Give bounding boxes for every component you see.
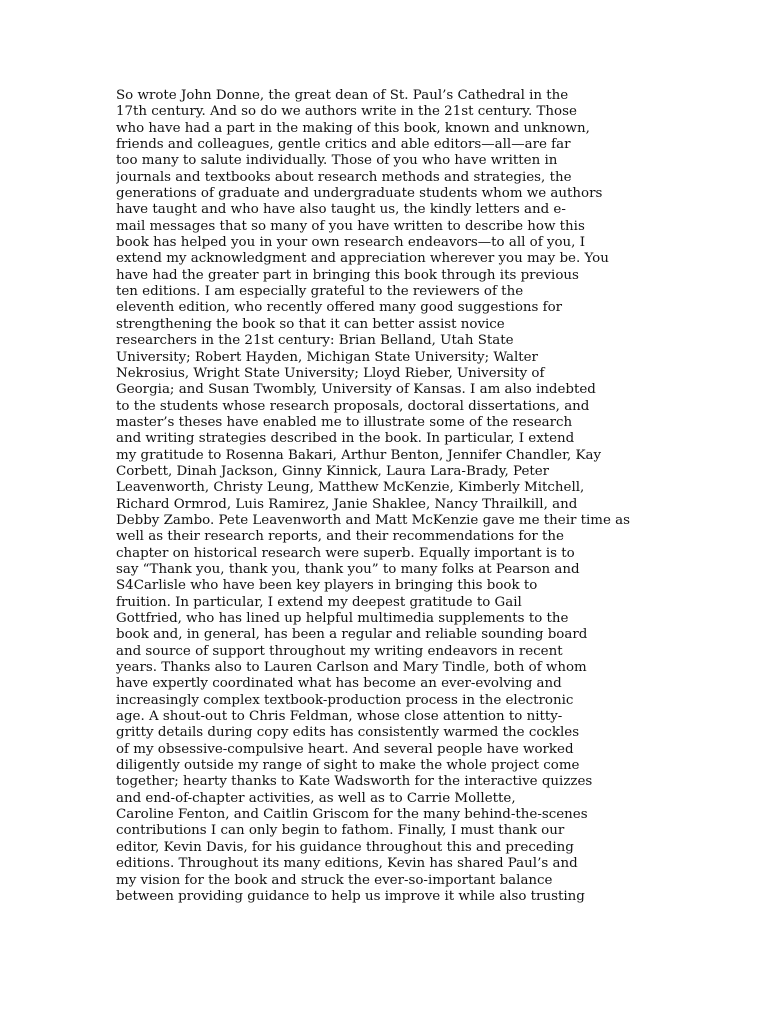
text-line: of my obsessive-compulsive heart. And several people have worked xyxy=(116,741,574,757)
text-line: book has helped you in your own research endeavors—to all of you, I xyxy=(116,235,585,251)
text-line: contributions I can only begin to fathom. Finally, I must thank our xyxy=(116,823,565,839)
text-line: fruition. In particular, I extend my deepest gratitude to Gail xyxy=(116,594,522,610)
text-line: diligently outside my range of sight to make the whole project come xyxy=(116,758,580,774)
text-line: Debby Zambo. Pete Leavenworth and Matt McKenzie gave me their time as xyxy=(116,512,631,528)
text-line: Leavenworth, Christy Leung, Matthew McKenzie, Kimberly Mitchell, xyxy=(116,480,585,496)
text-line: 17th century. And so do we authors write in the 21st century. Those xyxy=(116,104,577,120)
text-line: eleventh edition, who recently offered many good suggestions for xyxy=(116,300,563,316)
text-line: well as their research reports, and their recommendations for the xyxy=(116,529,564,545)
text-line: Georgia; and Susan Twombly, University of Kansas. I am also indebted xyxy=(116,382,596,398)
text-line: age. A shout-out to Chris Feldman, whose close attention to nitty- xyxy=(116,709,563,725)
text-line: and source of support throughout my writing endeavors in recent xyxy=(116,643,563,659)
text-line: who have had a part in the making of this book, known and unknown, xyxy=(116,120,590,136)
text-line: book and, in general, has been a regular and reliable sounding board xyxy=(116,627,588,643)
text-line: S4Carlisle who have been key players in bringing this book to xyxy=(116,578,538,594)
text-line: chapter on historical research were superb. Equally important is to xyxy=(116,545,575,561)
text-line: gritty details during copy edits has consistently warmed the cockles xyxy=(116,725,580,741)
text-line: editions. Throughout its many editions, Kevin has shared Paul’s and xyxy=(116,856,578,872)
acknowledgments-paragraph xyxy=(116,88,646,905)
text-line: to the students whose research proposals, doctoral dissertations, and xyxy=(116,398,590,414)
text-line: Nekrosius, Wright State University; Lloyd Rieber, University of xyxy=(116,365,545,381)
text-line: ten editions. I am especially grateful to the reviewers of the xyxy=(116,284,524,300)
text-line: increasingly complex textbook-production process in the electronic xyxy=(116,692,574,708)
text-line: strengthening the book so that it can better assist novice xyxy=(116,316,505,332)
text-line: my vision for the book and struck the ever-so-important balance xyxy=(116,872,553,888)
text-line: master’s theses have enabled me to illustrate some of the research xyxy=(116,414,573,430)
text-line: mail messages that so many of you have written to describe how this xyxy=(116,218,585,234)
text-line: my gratitude to Rosenna Bakari, Arthur Benton, Jennifer Chandler, Kay xyxy=(116,447,602,463)
text-line: Caroline Fenton, and Caitlin Griscom for the many behind-the-scenes xyxy=(116,807,588,823)
text-line: generations of graduate and undergraduate students whom we authors xyxy=(116,186,603,202)
text-line: researchers in the 21st century: Brian Belland, Utah State xyxy=(116,333,514,349)
text-line: extend my acknowledgment and appreciation wherever you may be. You xyxy=(116,251,609,267)
text-line: friends and colleagues, gentle critics and able editors—all—are far xyxy=(116,137,571,153)
text-line: have expertly coordinated what has become an ever-evolving and xyxy=(116,676,562,692)
text-line: together; hearty thanks to Kate Wadsworth for the interactive quizzes xyxy=(116,774,593,790)
text-line: have had the greater part in bringing this book through its previous xyxy=(116,267,579,283)
text-line: and end-of-chapter activities, as well as to Carrie Mollette, xyxy=(116,790,516,806)
text-line: editor, Kevin Davis, for his guidance throughout this and preceding xyxy=(116,839,574,855)
text-line: University; Robert Hayden, Michigan State University; Walter xyxy=(116,349,538,365)
text-line: So wrote John Donne, the great dean of St. Paul’s Cathedral in the xyxy=(116,88,569,103)
text-line: say “Thank you, thank you, thank you” to many folks at Pearson and xyxy=(116,561,580,577)
text-line: have taught and who have also taught us, the kindly letters and e- xyxy=(116,202,566,218)
document-page xyxy=(116,88,646,905)
text-line: and writing strategies described in the book. In particular, I extend xyxy=(116,431,575,447)
text-line: Gottfried, who has lined up helpful multimedia supplements to the xyxy=(116,611,569,626)
text-line: too many to salute individually. Those of you who have written in xyxy=(116,153,558,169)
text-line: between providing guidance to help us improve it while also trusting xyxy=(116,888,585,904)
text-line: Richard Ormrod, Luis Ramirez, Janie Shaklee, Nancy Thrailkill, and xyxy=(116,496,578,512)
text-line: journals and textbooks about research methods and strategies, the xyxy=(116,169,572,185)
text-line: years. Thanks also to Lauren Carlson and Mary Tindle, both of whom xyxy=(116,660,587,676)
text-line: Corbett, Dinah Jackson, Ginny Kinnick, Laura Lara-Brady, Peter xyxy=(116,463,550,479)
